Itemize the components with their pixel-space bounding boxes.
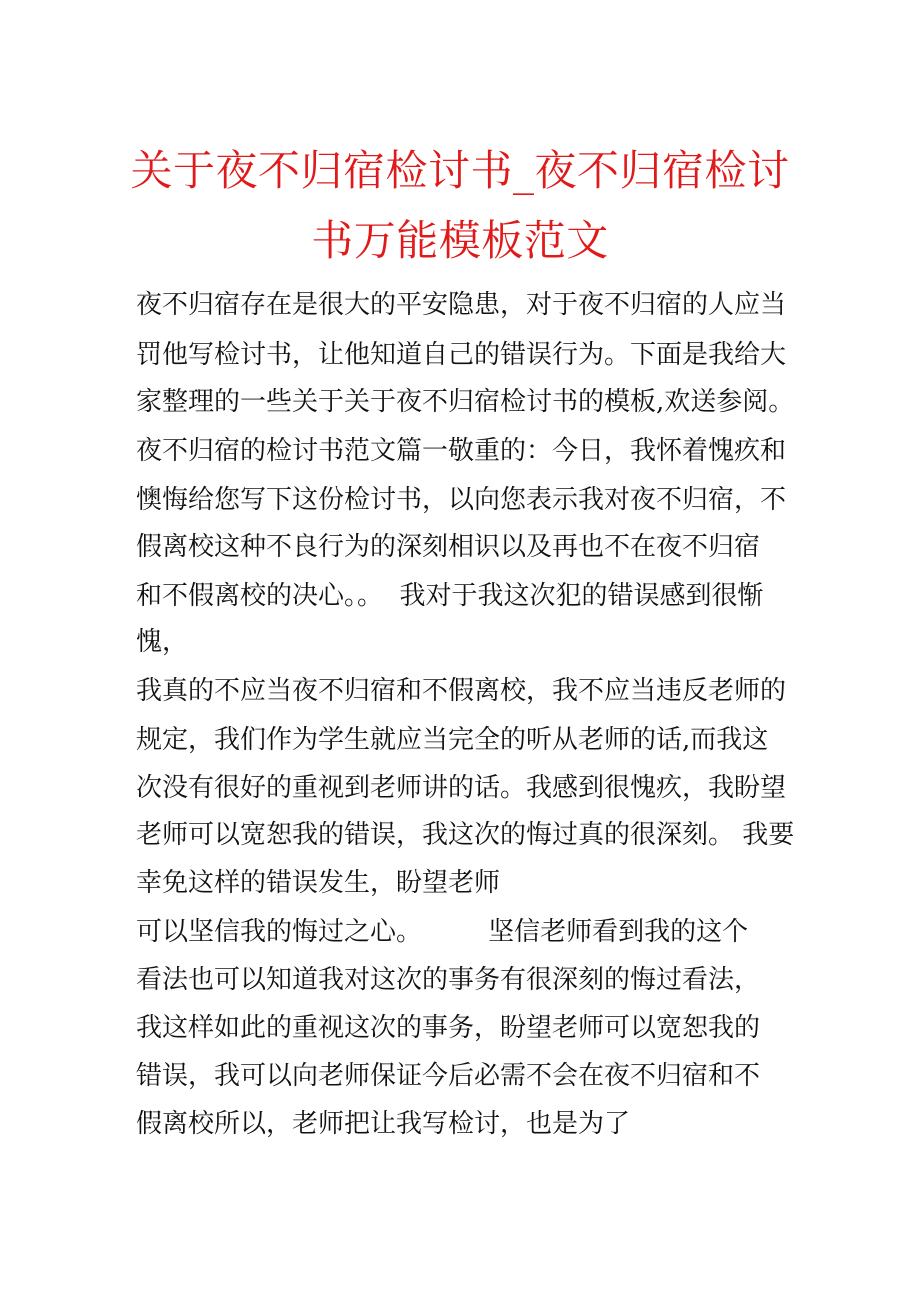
body-line: 错误，我可以向老师保证今后必需不会在夜不归宿和不 <box>136 1061 761 1091</box>
document-title-line-1: 关于夜不归宿检讨书_夜不归宿检讨 <box>130 146 790 195</box>
body-line: 家整理的一些关于关于夜不归宿检讨书的模板,欢送参阅。 <box>136 387 795 417</box>
body-line: 规定，我们作为学生就应当完全的听从老师的话,而我这 <box>136 725 769 755</box>
body-line: 和不假离校的决心。。 我对于我这次犯的错误感到很惭 <box>136 581 764 611</box>
body-line: 罚他写检讨书，让他知道自己的错误行为。下面是我给大 <box>136 340 787 370</box>
body-line: 我这样如此的重视这次的事务，盼望老师可以宽恕我的 <box>136 1013 761 1043</box>
body-line: 愧， <box>136 627 189 657</box>
body-line: 假离校这种不良行为的深刻相识以及再也不在夜不归宿 <box>136 532 761 562</box>
body-line: 夜不归宿的检讨书范文篇一敬重的：今日，我怀着愧疚和 <box>136 436 787 466</box>
body-line: 我真的不应当夜不归宿和不假离校，我不应当违反老师的 <box>136 676 787 706</box>
document-title-line-2: 书万能模板范文 <box>311 216 609 265</box>
body-line: 老师可以宽恕我的错误，我这次的悔过真的很深刻。 我要 <box>136 820 795 850</box>
body-line: 假离校所以，老师把让我写检讨，也是为了 <box>136 1109 631 1139</box>
body-line: 夜不归宿存在是很大的平安隐患，对于夜不归宿的人应当 <box>136 290 787 320</box>
body-line: 幸免这样的错误发生，盼望老师 <box>136 868 501 898</box>
body-line: 次没有很好的重视到老师讲的话。我感到很愧疚，我盼望 <box>136 773 787 803</box>
body-line: 懊悔给您写下这份检讨书，以向您表示我对夜不归宿，不 <box>136 485 787 515</box>
body-line: 可以坚信我的悔过之心。 坚信老师看到我的这个 <box>136 917 749 947</box>
body-line: 看法也可以知道我对这次的事务有很深刻的悔过看法， <box>136 965 761 995</box>
